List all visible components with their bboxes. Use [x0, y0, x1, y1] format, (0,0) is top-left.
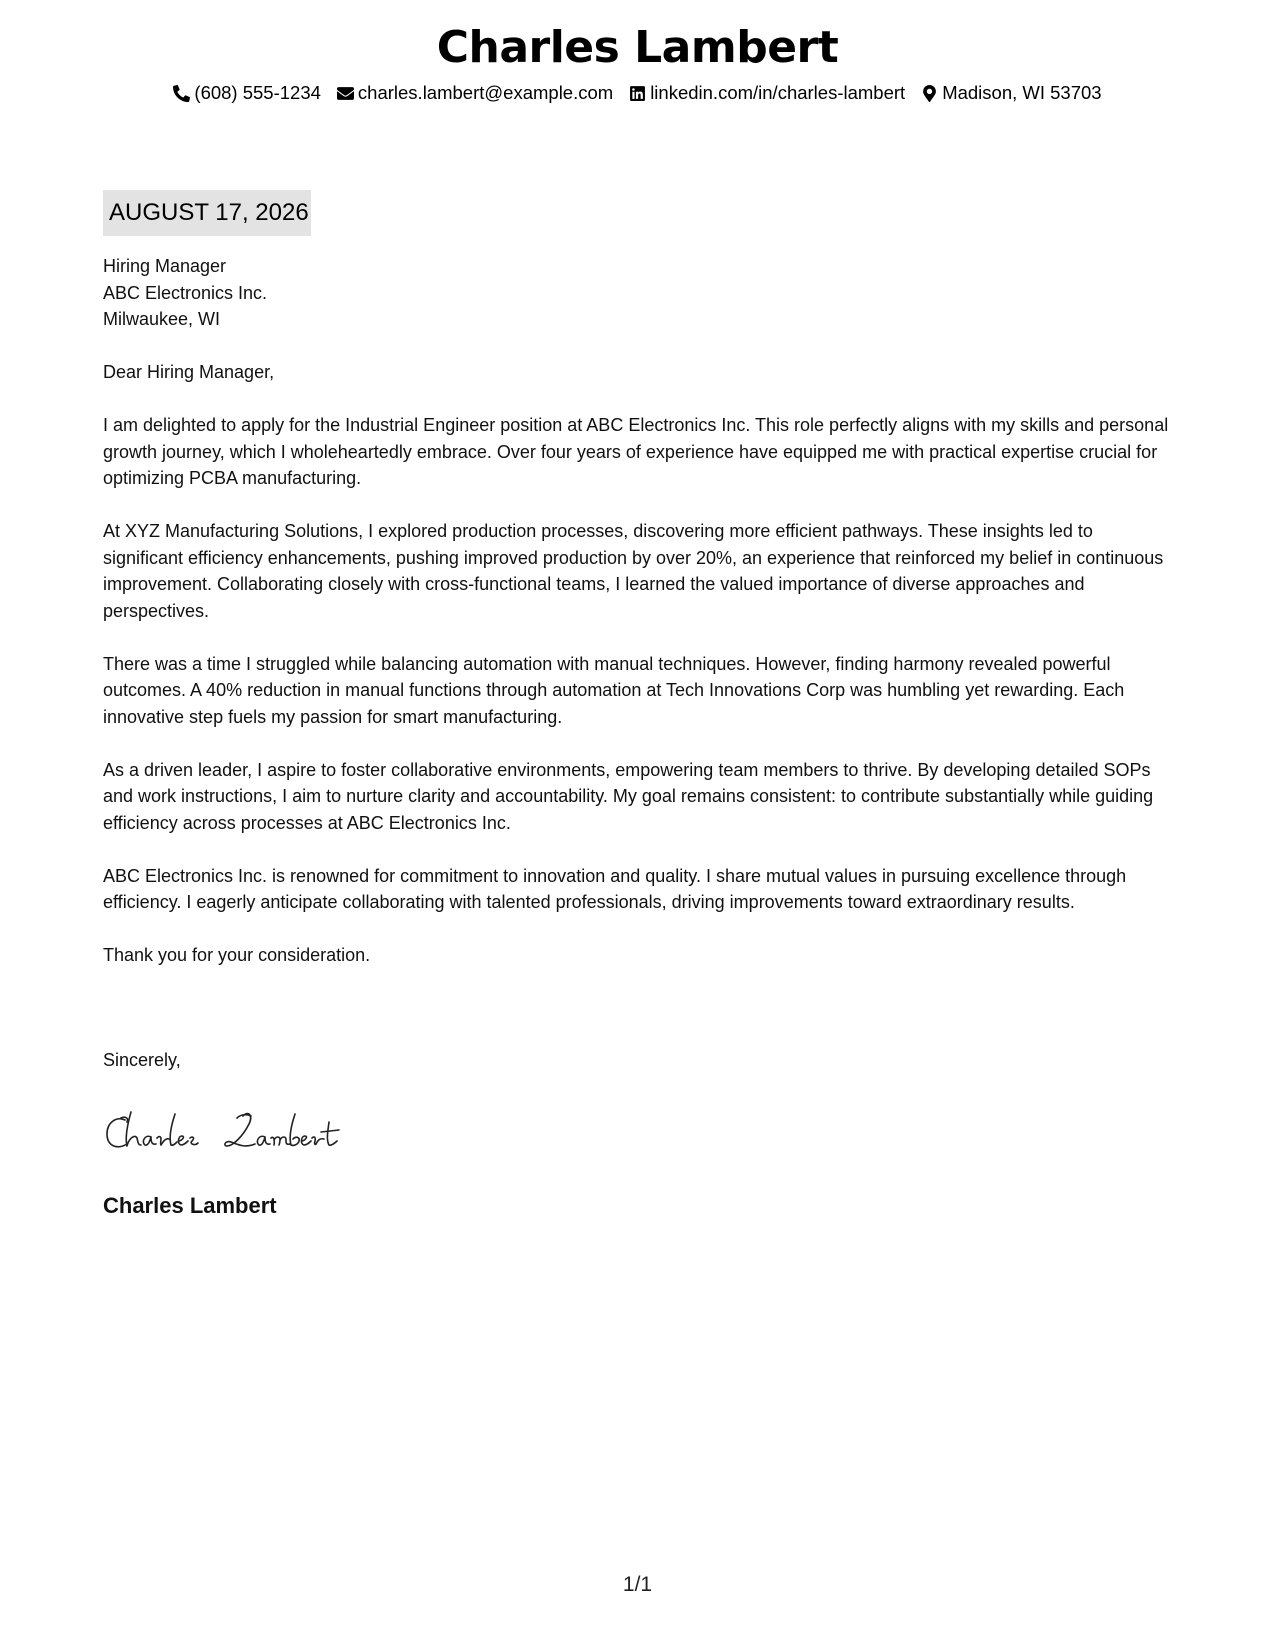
letter-header	[0, 18, 1275, 106]
letter-date: AUGUST 17, 2026	[103, 190, 311, 236]
body-paragraph: There was a time I struggled while balancing automation with manual techniques. However, finding harmony revealed powerful outcomes. A 40% reduction in manual functions through automation at Tech Innovations Corp was humbling yet rewarding. Each innovative step fuels my passion for smart manufacturing.	[103, 653, 1125, 727]
body-paragraph: As a driven leader, I aspire to foster collaborative environments, empowering team members to thrive. By developing detailed SOPs and work instructions, I aim to nurture clarity and accountability. My goal remains consistent: to contribute substantially while guiding efficiency across processes at ABC Electronics Inc.	[103, 759, 1154, 833]
signer-name: Charles Lambert	[103, 1193, 277, 1218]
closing-line: Sincerely,	[103, 1050, 181, 1070]
location-text: Madison, WI 53703	[942, 82, 1102, 103]
contact-phone	[173, 80, 321, 106]
contact-info-row	[0, 80, 1275, 106]
recipient-title: Hiring Manager	[103, 256, 227, 276]
applicant-name: Charles Lambert	[436, 22, 839, 73]
contact-linkedin	[629, 80, 905, 106]
body-paragraph: At XYZ Manufacturing Solutions, I explored production processes, discovering more efficient pathways. These insights led to significant efficiency enhancements, pushing improved production by over 20%, an experience that reinforced my belief in continuous improvement. Collaborating closely with cross-functional teams, I learned the valued importance of diverse approaches and perspectives.	[103, 521, 1164, 621]
salutation: Dear Hiring Manager,	[103, 362, 275, 382]
recipient-block	[103, 253, 267, 333]
body-paragraph: ABC Electronics Inc. is renowned for commitment to innovation and quality. I share mutual values in pursuing excellence through efficiency. I eagerly anticipate collaborating with talented professionals, driving improvements toward extraordinary results.	[103, 865, 1127, 912]
phone-text: (608) 555-1234	[194, 82, 321, 103]
recipient-company: ABC Electronics Inc.	[103, 282, 268, 303]
envelope-icon	[337, 85, 354, 102]
linkedin-text: linkedin.com/in/charles-lambert	[650, 82, 906, 103]
recipient-location: Milwaukee, WI	[103, 309, 221, 329]
body-paragraph: I am delighted to apply for the Industrial Engineer position at ABC Electronics Inc. This role perfectly aligns with my skills and personal growth journey, which I wholeheartedly embrace. Over four years of experience have equipped me with practical expertise crucial for optimizing PCBA manufacturing.	[103, 415, 1169, 488]
contact-email	[337, 80, 613, 106]
handwritten-signature	[103, 1108, 363, 1156]
phone-icon	[173, 85, 190, 102]
thank-you-line: Thank you for your consideration.	[103, 945, 371, 965]
page-indicator: 1/1	[622, 1573, 653, 1596]
linkedin-icon	[629, 85, 646, 102]
map-marker-icon	[921, 85, 938, 102]
letter-body	[103, 359, 1171, 995]
contact-location	[921, 80, 1101, 106]
email-text: charles.lambert@example.com	[357, 82, 614, 103]
